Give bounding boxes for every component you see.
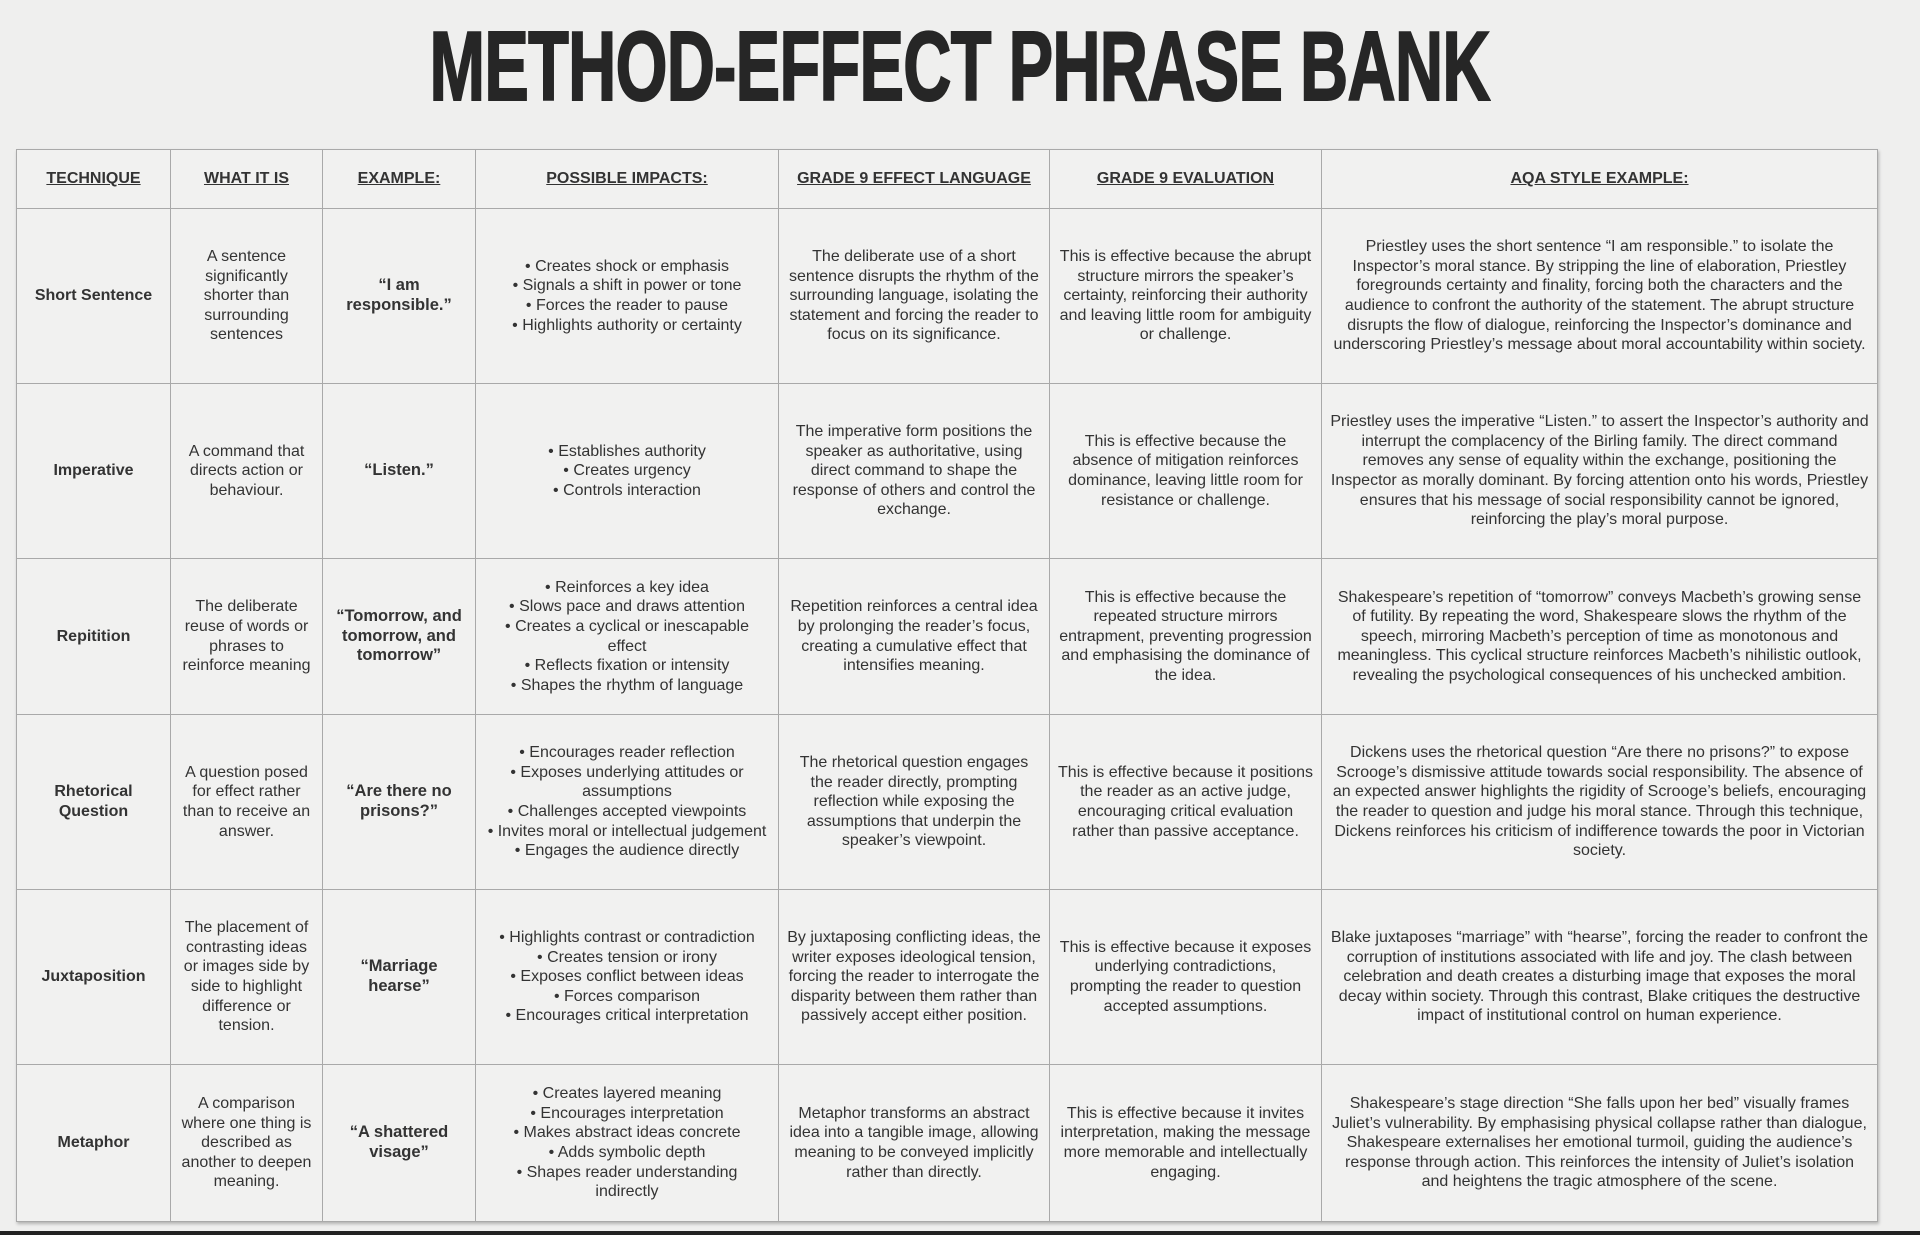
cell-impacts — [476, 715, 779, 890]
impact-item: • Creates a cyclical or inescapable effect — [505, 617, 749, 655]
cell-evaluation: This is effective because it positions the reader as an active judge, encouraging critical evaluation rather than passive acceptance. — [1050, 715, 1322, 890]
impact-item: • Creates shock or emphasis — [525, 257, 729, 275]
cell-aqa: Shakespeare’s repetition of “tomorrow” conveys Macbeth’s growing sense of futility. By repeating the word, Shakespeare slows the rhythm of the speech, mirroring Macbeth’s perception of time as monotonous and meaningless. This cyclical structure reinforces Macbeth’s nihilistic outlook, revealing the psychological consequences of his unchecked ambition. — [1322, 559, 1878, 715]
cell-impacts — [476, 890, 779, 1065]
cell-example: “Tomorrow, and tomorrow, and tomorrow” — [323, 559, 476, 715]
cell-evaluation: This is effective because it exposes underlying contradictions, prompting the reader to question accepted assumptions. — [1050, 890, 1322, 1065]
table-row — [17, 209, 1878, 384]
cell-effect: The deliberate use of a short sentence disrupts the rhythm of the surrounding language, isolating the statement and forcing the reader to focus on its significance. — [779, 209, 1050, 384]
impact-item: • Reflects fixation or intensity — [524, 657, 730, 675]
cell-evaluation: This is effective because it invites interpretation, making the message more memorable and intellectually engaging. — [1050, 1065, 1322, 1222]
impact-item: • Forces comparison — [553, 987, 701, 1005]
cell-aqa: Blake juxtaposes “marriage” with “hearse”, forcing the reader to confront the corruption of institutions associated with life and joy. The clash between celebration and death creates a disturbing image that exposes the moral decay within society. Through this contrast, Blake critiques the destructive impact of institutional control on human experience. — [1322, 890, 1878, 1065]
impact-item: • Creates layered meaning — [532, 1085, 722, 1103]
impact-item: • Exposes conflict between ideas — [510, 968, 744, 986]
column-header-what-it-is: WHAT IT IS — [171, 150, 323, 209]
cell-impacts — [476, 559, 779, 715]
cell-aqa: Priestley uses the short sentence “I am responsible.” to isolate the Inspector’s moral stance. By stripping the line of elaboration, Priestley foregrounds certainty and finality, forcing both the characters and the audience to confront the authority of the statement. The abrupt structure disrupts the flow of dialogue, reinforcing the Inspector’s dominance and underscoring Priestley’s message about moral accountability within society. — [1322, 209, 1878, 384]
impact-item: • Creates urgency — [563, 462, 691, 480]
bottom-edge — [0, 1231, 1920, 1235]
impact-item: • Highlights authority or certainty — [512, 316, 742, 334]
impact-item: • Highlights contrast or contradiction — [499, 929, 755, 947]
cell-technique: Short Sentence — [17, 209, 171, 384]
column-header-possible-impacts: POSSIBLE IMPACTS: — [476, 150, 779, 209]
cell-example: “Marriage hearse” — [323, 890, 476, 1065]
impact-item: • Establishes authority — [548, 442, 706, 460]
table-row — [17, 890, 1878, 1065]
impact-item: • Engages the audience directly — [514, 842, 740, 860]
column-header-technique: TECHNIQUE — [17, 150, 171, 209]
cell-example: “I am responsible.” — [323, 209, 476, 384]
impact-item: • Adds symbolic depth — [548, 1144, 706, 1161]
cell-evaluation: This is effective because the repeated structure mirrors entrapment, preventing progression and emphasising the dominance of the idea. — [1050, 559, 1322, 715]
column-header-grade9-evaluation: GRADE 9 EVALUATION — [1050, 150, 1322, 209]
column-header-example: EXAMPLE: — [323, 150, 476, 209]
cell-effect: Metaphor transforms an abstract idea into a tangible image, allowing meaning to be conveyed implicitly rather than directly. — [779, 1065, 1050, 1222]
impact-item: • Slows pace and draws attention — [509, 598, 745, 616]
impact-item: • Reinforces a key idea — [545, 578, 709, 596]
cell-impacts — [476, 384, 779, 559]
table-row — [17, 1065, 1878, 1222]
cell-what: The deliberate reuse of words or phrases to reinforce meaning — [171, 559, 323, 715]
cell-impacts — [476, 209, 779, 384]
cell-evaluation: This is effective because the abrupt structure mirrors the speaker’s certainty, reinforcing their authority and leaving little room for ambiguity or challenge. — [1050, 209, 1322, 384]
impact-item: • Signals a shift in power or tone — [512, 277, 742, 295]
impact-item: • Challenges accepted viewpoints — [507, 803, 747, 820]
cell-impacts — [476, 1065, 779, 1222]
cell-technique: Metaphor — [17, 1065, 171, 1222]
table-row — [17, 715, 1878, 890]
cell-example: “Are there no prisons?” — [323, 715, 476, 890]
cell-example: “Listen.” — [323, 384, 476, 559]
cell-aqa: Dickens uses the rhetorical question “Are there no prisons?” to expose Scrooge’s dismissive attitude towards social responsibility. The absence of an expected answer highlights the rigidity of Scrooge’s beliefs, encouraging the reader to question and judge his moral stance. Through this technique, Dickens reinforces his criticism of indifference towards the poor in Victorian society. — [1322, 715, 1878, 890]
cell-what: A sentence significantly shorter than surrounding sentences — [171, 209, 323, 384]
impact-item: • Makes abstract ideas concrete — [513, 1124, 741, 1142]
cell-what: A comparison where one thing is described as another to deepen meaning. — [171, 1065, 323, 1222]
cell-effect: The rhetorical question engages the reader directly, prompting reflection while exposing the assumptions that underpin the speaker’s viewpoint. — [779, 715, 1050, 890]
cell-evaluation: This is effective because the absence of mitigation reinforces dominance, leaving little room for resistance or challenge. — [1050, 384, 1322, 559]
table-row — [17, 384, 1878, 559]
page-title-wrap — [0, 10, 1920, 123]
impact-item: • Encourages interpretation — [530, 1104, 724, 1122]
impact-item: • Encourages critical interpretation — [505, 1007, 749, 1025]
cell-technique: Juxtaposition — [17, 890, 171, 1065]
cell-technique: Rhetorical Question — [17, 715, 171, 890]
cell-effect: By juxtaposing conflicting ideas, the writer exposes ideological tension, forcing the reader to interrogate the disparity between them rather than passively accept either position. — [779, 890, 1050, 1065]
cell-what: The placement of contrasting ideas or images side by side to highlight difference or tension. — [171, 890, 323, 1065]
cell-effect: The imperative form positions the speaker as authoritative, using direct command to shape the response of others and control the exchange. — [779, 384, 1050, 559]
page-title: METHOD-EFFECT PHRASE BANK — [429, 11, 1491, 121]
cell-technique: Imperative — [17, 384, 171, 559]
cell-aqa: Shakespeare’s stage direction “She falls upon her bed” visually frames Juliet’s vulnerability. By emphasising physical collapse rather than dialogue, Shakespeare externalises her emotional turmoil, guiding the audience’s response through action. This reinforces the intensity of Juliet’s isolation and heightens the tragic atmosphere of the scene. — [1322, 1065, 1878, 1222]
impact-item: • Forces the reader to pause — [525, 297, 729, 314]
impact-item: • Encourages reader reflection — [519, 744, 735, 762]
impact-item: • Invites moral or intellectual judgement — [487, 822, 767, 840]
cell-effect: Repetition reinforces a central idea by prolonging the reader’s focus, creating a cumulative effect that intensifies meaning. — [779, 559, 1050, 715]
phrase-bank-table — [16, 149, 1878, 1222]
impact-item: • Exposes underlying attitudes or assumptions — [510, 763, 744, 801]
column-header-grade9-effect-language: GRADE 9 EFFECT LANGUAGE — [779, 150, 1050, 209]
cell-example: “A shattered visage” — [323, 1065, 476, 1222]
column-header-aqa-style-example: AQA STYLE EXAMPLE: — [1322, 150, 1878, 209]
header-row — [17, 150, 1878, 209]
cell-aqa: Priestley uses the imperative “Listen.” to assert the Inspector’s authority and interrupt the complacency of the Birling family. The direct command removes any sense of equality within the exchange, positioning the Inspector as morally dominant. By forcing attention onto his words, Priestley ensures that his message of social responsibility cannot be ignored, reinforcing the play’s moral purpose. — [1322, 384, 1878, 559]
impact-item: • Controls interaction — [553, 481, 701, 499]
impact-item: • Creates tension or irony — [537, 948, 717, 966]
cell-what: A question posed for effect rather than to receive an answer. — [171, 715, 323, 890]
table-row — [17, 559, 1878, 715]
cell-what: A command that directs action or behaviour. — [171, 384, 323, 559]
impact-item: • Shapes the rhythm of language — [510, 676, 744, 694]
cell-technique: Repitition — [17, 559, 171, 715]
impact-item: • Shapes reader understanding indirectly — [516, 1163, 738, 1201]
